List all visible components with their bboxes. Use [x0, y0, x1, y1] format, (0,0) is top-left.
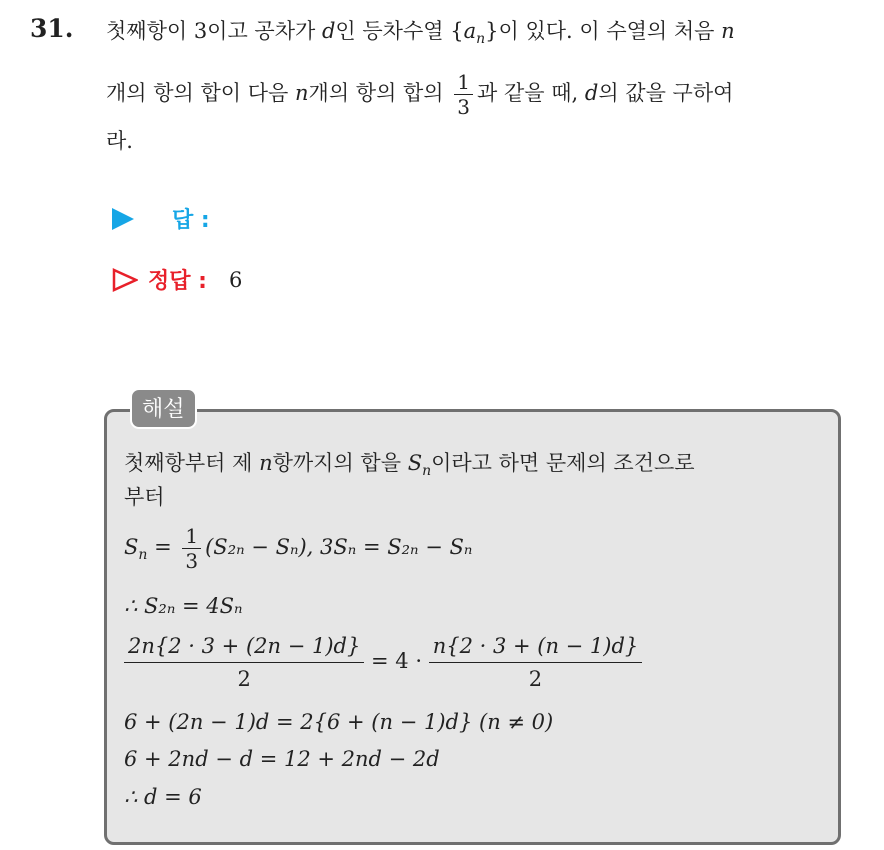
problem-number: 31.	[30, 14, 74, 43]
solution-eq-4: 6 + (2n − 1)d = 2{6 + (n − 1)d} (n ≠ 0)	[124, 710, 554, 734]
solution-eq-6: ∴ d = 6	[124, 785, 202, 809]
problem-line-2: 개의 항의 합이 다음 n개의 항의 합의 $\frac{1}{3}$ 과 같을 때, d의 값을 구하여	[106, 70, 734, 119]
solution-eq-5: 6 + 2nd − d = 12 + 2nd − 2d	[124, 747, 440, 771]
solution-intro-1: 첫째항부터 제 n항까지의 합을 $S_n$이라고 하면 문제의 조건으로	[124, 451, 695, 480]
correct-answer-label: 정답 :	[148, 269, 207, 294]
correct-answer-row	[112, 264, 242, 295]
solution-eq-3: $\frac{2n\{2 \cdot 3 + (2n - 1)d\}}{2}$ = 4 · $\frac{n\{2 \cdot 3 + (n - 1)d\}}{2}$	[124, 630, 642, 695]
fraction-one-third-solution: $\frac{1}{3}$	[182, 524, 201, 573]
solution-intro-2: 부터	[124, 485, 165, 509]
answer-row	[112, 203, 210, 234]
triangle-outline-icon	[112, 268, 138, 292]
solution-eq-1: $S_n$ = $\frac{1}{3}$ (S₂ₙ − Sₙ), 3Sₙ = S₂ₙ − Sₙ	[124, 524, 473, 573]
solution-tag: 해설	[130, 388, 197, 429]
play-triangle-icon	[112, 208, 134, 230]
solution-eq-2: ∴ S₂ₙ = 4Sₙ	[124, 594, 243, 618]
answer-label: 답 :	[172, 208, 210, 233]
problem-line-1: 첫째항이 3이고 공차가 d인 등차수열 $\{a_n\}$이 있다. 이 수열의 처음 n	[106, 19, 735, 48]
correct-answer-value: 6	[228, 267, 243, 292]
fraction-one-third: $\frac{1}{3}$	[454, 70, 473, 119]
problem-line-3: 라.	[106, 129, 133, 153]
